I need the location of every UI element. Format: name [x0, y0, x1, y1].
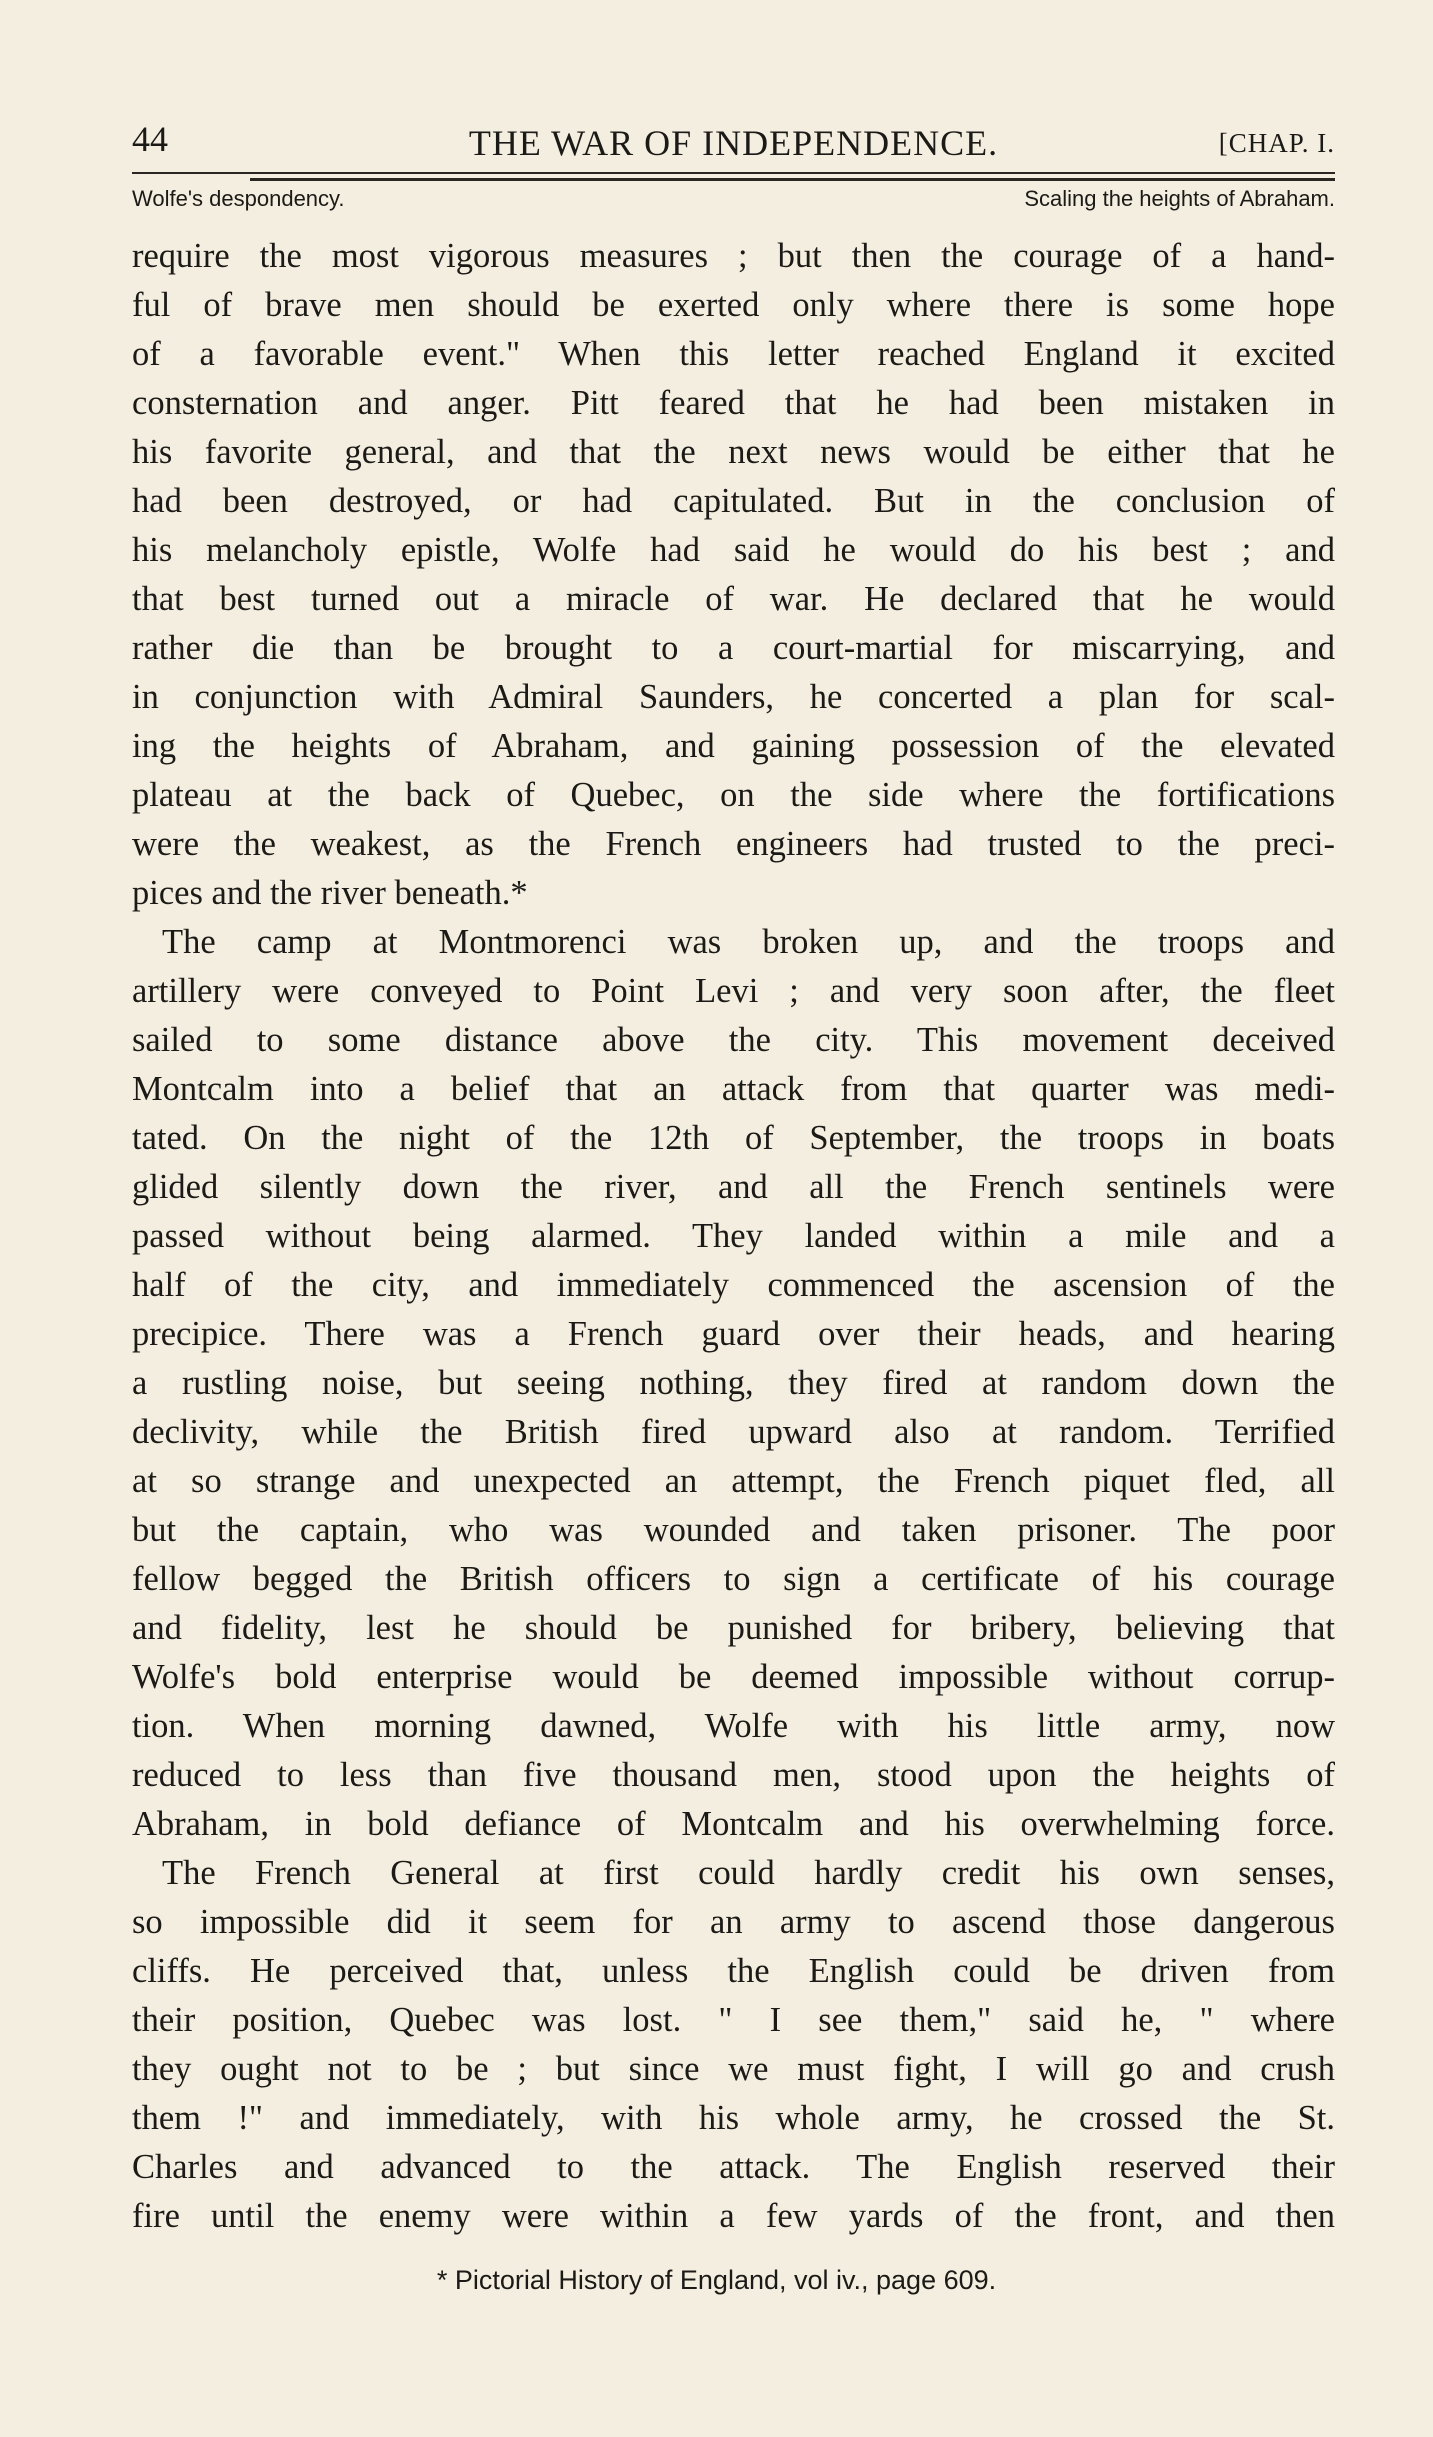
- text-line: of a favorable event." When this letter reached England it excited: [132, 335, 1335, 373]
- text-line: fellow begged the British officers to sign a certificate of his courage: [132, 1560, 1335, 1598]
- text-line: at so strange and unexpected an attempt, the French piquet fled, all: [132, 1462, 1335, 1500]
- page-header: [132, 118, 1335, 168]
- footnote: * Pictorial History of England, vol iv., page 609.: [436, 2265, 997, 2295]
- text-line: artillery were conveyed to Point Levi ; and very soon after, the fleet: [132, 972, 1335, 1010]
- text-line: glided silently down the river, and all the French sentinels were: [132, 1168, 1335, 1206]
- text-line: Wolfe's bold enterprise would be deemed impossible without corrup-: [132, 1658, 1335, 1696]
- text-line: Abraham, in bold defiance of Montcalm and his overwhelming force.: [132, 1805, 1335, 1843]
- text-line: The camp at Montmorenci was broken up, and the troops and: [162, 923, 1335, 961]
- text-line: rather die than be brought to a court-martial for miscarrying, and: [132, 629, 1335, 667]
- page-number: 44: [132, 119, 168, 159]
- text-line: were the weakest, as the French engineers had trusted to the preci-: [132, 825, 1335, 863]
- text-line: ful of brave men should be exerted only where there is some hope: [132, 286, 1335, 324]
- text-line: their position, Quebec was lost. " I see them," said he, " where: [132, 2001, 1335, 2039]
- text-line: his melancholy epistle, Wolfe had said he would do his best ; and: [132, 531, 1335, 569]
- text-line: pices and the river beneath.*: [132, 874, 528, 912]
- text-line: his favorite general, and that the next news would be either that he: [132, 433, 1335, 471]
- text-line: plateau at the back of Quebec, on the side where the fortifications: [132, 776, 1335, 814]
- chapter-reference: [CHAP. I.: [1218, 128, 1335, 158]
- text-line: cliffs. He perceived that, unless the English could be driven from: [132, 1952, 1335, 1990]
- text-line: them !" and immediately, with his whole army, he crossed the St.: [132, 2099, 1335, 2137]
- text-line: require the most vigorous measures ; but then the courage of a hand-: [132, 237, 1335, 275]
- text-line: fire until the enemy were within a few yards of the front, and then: [132, 2197, 1335, 2235]
- body-text: [132, 232, 1335, 2241]
- text-line: precipice. There was a French guard over their heads, and hearing: [132, 1315, 1335, 1353]
- text-line: ing the heights of Abraham, and gaining possession of the elevated: [132, 727, 1335, 765]
- text-line: and fidelity, lest he should be punished for bribery, believing that: [132, 1609, 1335, 1647]
- text-line: tion. When morning dawned, Wolfe with his little army, now: [132, 1707, 1335, 1745]
- text-line: tated. On the night of the 12th of September, the troops in boats: [132, 1119, 1335, 1157]
- text-line: half of the city, and immediately commenced the ascension of the: [132, 1266, 1335, 1304]
- text-line: a rustling noise, but seeing nothing, they fired at random down the: [132, 1364, 1335, 1402]
- text-line: had been destroyed, or had capitulated. But in the conclusion of: [132, 482, 1335, 520]
- text-line: declivity, while the British fired upward also at random. Terrified: [132, 1413, 1335, 1451]
- marginal-subheads: [132, 184, 1335, 214]
- text-line: passed without being alarmed. They landed within a mile and a: [132, 1217, 1335, 1255]
- text-line: Charles and advanced to the attack. The English reserved their: [132, 2148, 1335, 2186]
- text-line: they ought not to be ; but since we must fight, I will go and crush: [132, 2050, 1335, 2088]
- text-line: but the captain, who was wounded and taken prisoner. The poor: [132, 1511, 1335, 1549]
- header-rule: [132, 172, 1335, 174]
- header-rule-thick: [250, 178, 1335, 181]
- text-line: consternation and anger. Pitt feared that he had been mistaken in: [132, 384, 1335, 422]
- text-line: in conjunction with Admiral Saunders, he concerted a plan for scal-: [132, 678, 1335, 716]
- text-line: sailed to some distance above the city. This movement deceived: [132, 1021, 1335, 1059]
- subhead-right: Scaling the heights of Abraham.: [1024, 186, 1335, 211]
- running-title: THE WAR OF INDEPENDENCE.: [468, 123, 999, 163]
- text-line: that best turned out a miracle of war. He declared that he would: [132, 580, 1335, 618]
- subhead-left: Wolfe's despondency.: [132, 186, 345, 211]
- text-line: The French General at first could hardly credit his own senses,: [162, 1854, 1335, 1892]
- text-line: Montcalm into a belief that an attack from that quarter was medi-: [132, 1070, 1335, 1108]
- text-line: reduced to less than five thousand men, stood upon the heights of: [132, 1756, 1335, 1794]
- text-line: so impossible did it seem for an army to ascend those dangerous: [132, 1903, 1335, 1941]
